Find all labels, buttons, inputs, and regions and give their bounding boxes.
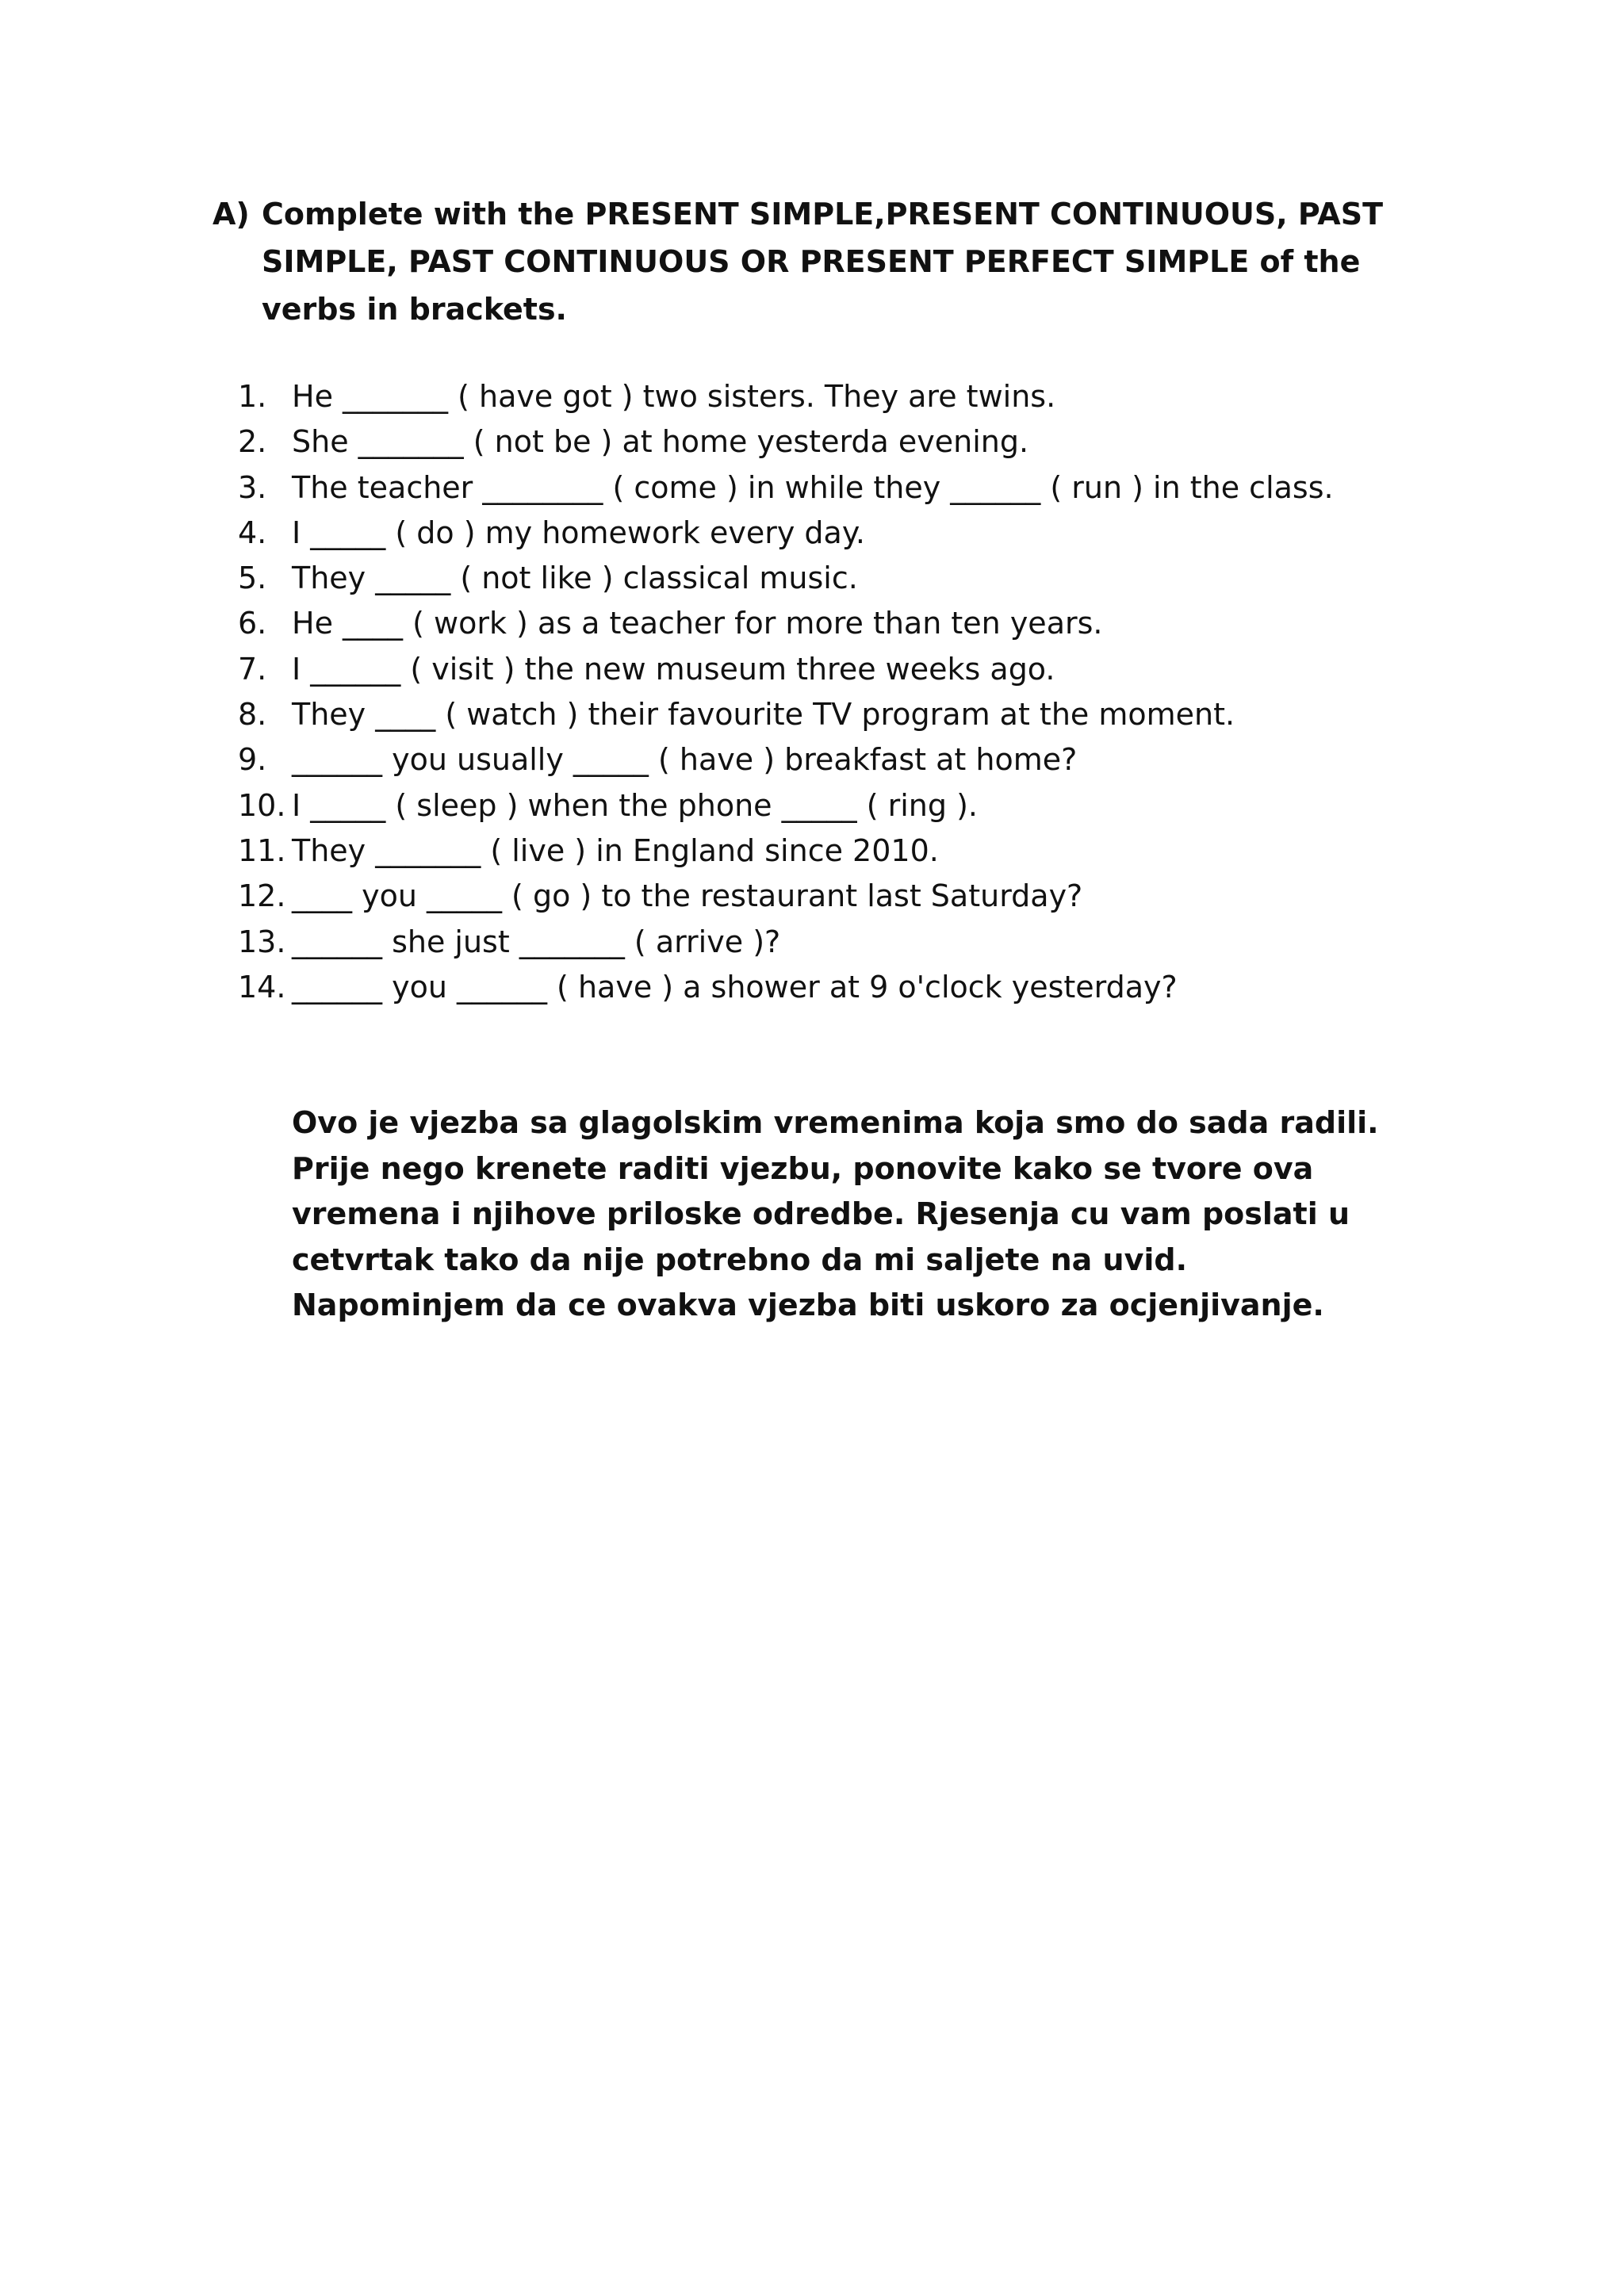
exercise-number: 9. — [238, 742, 267, 778]
exercise-number: 7. — [238, 651, 267, 687]
exercise-text: I _____ ( sleep ) when the phone _____ ( ring ). — [292, 787, 978, 823]
exercise-text: ______ you ______ ( have ) a shower at 9 o'clock yesterday? — [292, 969, 1178, 1004]
exercise-number: 3. — [238, 469, 267, 505]
exercise-text: I _____ ( do ) my homework every day. — [292, 515, 865, 550]
exercise-number: 8. — [238, 697, 267, 733]
exercise-number: 13. — [238, 924, 286, 959]
teacher-note — [292, 1100, 1442, 1329]
exercise-text: They _______ ( live ) in England since 2010. — [292, 832, 939, 868]
exercise-text: He ____ ( work ) as a teacher for more than ten years. — [292, 606, 1103, 641]
exercise-text: He _______ ( have got ) two sisters. They are twins. — [292, 379, 1056, 414]
exercise-number: 2. — [238, 424, 267, 460]
exercise-item — [238, 965, 1507, 1010]
exercise-text: They _____ ( not like ) classical music. — [292, 561, 858, 596]
note-paragraph: Ovo je vjezba sa glagolskim vremenima koja smo do sada radili. Prije nego krenete raditi vjezbu, ponovite kako se tvore ova vremena i njihove priloske odredbe. Rjesenja cu vam poslati u cetvrtak tako da nije potrebno da mi saljete na uvid. — [292, 1105, 1379, 1277]
exercise-item — [238, 874, 1507, 919]
exercise-item — [238, 419, 1507, 465]
exercise-text: I ______ ( visit ) the new museum three weeks ago. — [292, 651, 1055, 687]
exercise-text: ______ you usually _____ ( have ) breakfast at home? — [292, 742, 1078, 778]
exercise-text: ____ you _____ ( go ) to the restaurant last Saturday? — [292, 878, 1083, 914]
exercise-item — [238, 465, 1507, 511]
exercise-instruction — [213, 190, 1450, 333]
exercise-number: 4. — [238, 515, 267, 550]
exercise-number: 5. — [238, 561, 267, 596]
exercise-item — [238, 920, 1507, 965]
exercise-number: 6. — [238, 606, 267, 641]
exercise-number: 12. — [238, 878, 286, 914]
exercise-list — [238, 374, 1507, 1010]
exercise-number: 11. — [238, 832, 286, 868]
exercise-item — [238, 556, 1507, 601]
exercise-item — [238, 692, 1507, 737]
exercise-number: 1. — [238, 379, 267, 414]
note-paragraph: Napominjem da ce ovakva vjezba biti uskoro za ocjenjivanje. — [292, 1288, 1324, 1322]
exercise-item — [238, 511, 1507, 556]
exercise-item — [238, 828, 1507, 874]
exercise-text: She _______ ( not be ) at home yesterda evening. — [292, 424, 1029, 460]
exercise-number: 14. — [238, 969, 286, 1004]
exercise-number: 10. — [238, 787, 286, 823]
exercise-text: They ____ ( watch ) their favourite TV program at the moment. — [292, 697, 1235, 733]
exercise-item — [238, 601, 1507, 646]
exercise-item — [238, 783, 1507, 828]
exercise-label: A) — [213, 197, 250, 232]
exercise-item — [238, 647, 1507, 692]
exercise-text: ______ she just _______ ( arrive )? — [292, 924, 781, 959]
exercise-item — [238, 374, 1507, 419]
instruction-text: Complete with the PRESENT SIMPLE,PRESENT CONTINUOUS, PAST SIMPLE, PAST CONTINUOUS OR PRESENT PERFECT SIMPLE of the verbs in brackets. — [262, 197, 1383, 327]
exercise-text: The teacher ________ ( come ) in while they ______ ( run ) in the class. — [292, 469, 1334, 505]
exercise-item — [238, 737, 1507, 783]
